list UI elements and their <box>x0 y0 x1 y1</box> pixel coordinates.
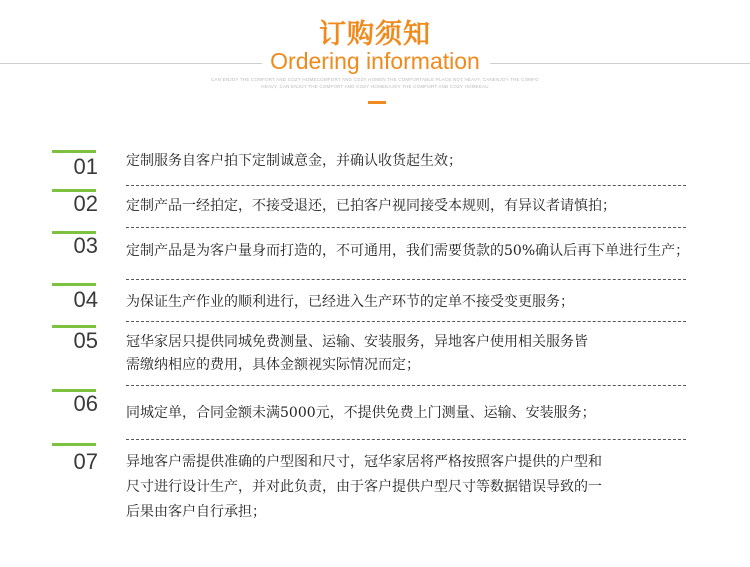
page-title: 订购须知 <box>319 19 431 50</box>
item-separator <box>126 385 686 386</box>
header <box>0 0 750 110</box>
item-text: 为保证生产作业的顺利进行，已经进入生产环节的定单不接受变更服务； <box>126 294 574 310</box>
page-subtitle: Ordering information <box>270 48 480 74</box>
item-text-line-1: 冠华家居只提供同城免费测量、运输、安装服务，异地客户使用相关服务皆 <box>126 334 588 350</box>
tagline-line-1: CAN ENJOY THE COMFORT AND COZY HOMECOMFORT AND COZY HOMEN THE COMFORTABLE PLACE NOT HEAVY, CANENJOY THE COMFO <box>211 77 539 82</box>
item-text: 同城定单，合同金额未满5000元，不提供免费上门测量、运输、安装服务； <box>126 405 596 421</box>
item-number: 02 <box>73 191 98 216</box>
item-separator <box>126 321 686 322</box>
item-separator <box>126 185 686 186</box>
title-divider-right <box>490 63 750 64</box>
item-text-line-2: 需缴纳相应的费用，具体金额视实际情况而定； <box>126 357 420 373</box>
item-text-line-3: 后果由客户自行承担； <box>126 504 266 520</box>
item-text: 定制服务自客户拍下定制诚意金，并确认收货起生效； <box>126 153 462 169</box>
accent-bar <box>368 101 386 104</box>
item-text-line-2: 尺寸进行设计生产，并对此负责，由于客户提供户型尺寸等数据错误导致的一 <box>126 479 602 495</box>
item-separator <box>126 279 686 280</box>
item-number: 04 <box>73 287 98 312</box>
item-number: 03 <box>73 233 98 258</box>
number-bar <box>52 283 96 286</box>
item-separator <box>126 439 686 440</box>
item-number: 06 <box>73 391 98 416</box>
item-text: 定制产品一经拍定，不接受退还，已拍客户视同接受本规则，有异议者请慎拍； <box>126 198 616 214</box>
item-text-line-1: 异地客户需提供准确的户型图和尺寸，冠华家居将严格按照客户提供的户型和 <box>126 454 602 470</box>
item-text: 定制产品是为客户量身而打造的，不可通用，我们需要货款的50%确认后再下单进行生产； <box>126 243 690 259</box>
item-number: 05 <box>73 328 98 353</box>
tagline-line-2: HEAVY, CAN ENJOY THE COMFORT AND COZY HOMEEAJOY THE COMFORT AND COZY HOMEEAU <box>261 84 489 89</box>
number-bar <box>52 443 96 446</box>
item-number: 01 <box>73 154 98 179</box>
item-number: 07 <box>73 449 98 474</box>
number-bar <box>52 150 96 153</box>
item-separator <box>126 227 686 228</box>
